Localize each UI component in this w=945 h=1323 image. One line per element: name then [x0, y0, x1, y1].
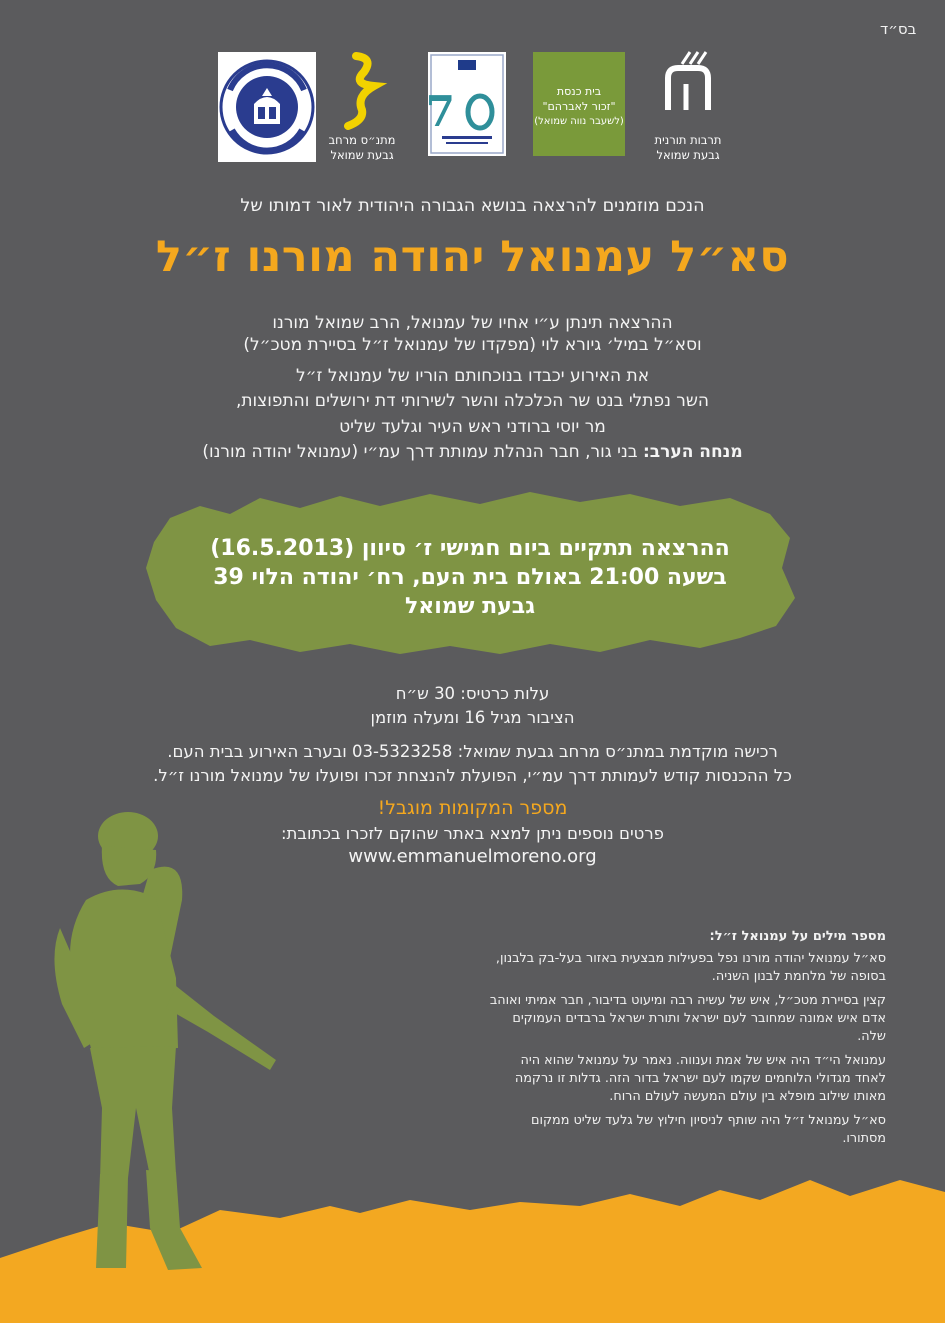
- host-line: [0, 441, 945, 463]
- torah-caption-line2: גבעת שמואל: [656, 148, 720, 162]
- website-link[interactable]: www.emmanuelmoreno.org: [348, 846, 597, 867]
- invite-line: הנכם מוזמנים להרצאה בנושא הגבורה היהודית לאור דמותו של: [240, 196, 705, 216]
- about-paragraph-3: עמנואל הי״ד היה איש של אמת וענווה. נאמר על עמנואל שהוא היה לאחד מגדולי הלוחמים שקמו לעם ישראל בדור הזה. גדלות זו נרקמה מאותו שילוב מופלא בין עולם המעשה לעולם הרוח.: [514, 1053, 886, 1104]
- ticket-audience: הציבור מגיל 16 ומעלה מוזמן: [370, 708, 575, 727]
- matnas-caption-line1: מתנ״ס מרחב: [328, 133, 396, 147]
- torah-caption-line1: תרבות תורנית: [654, 133, 722, 147]
- honored-guests-line3: מר יוסי ברודני ראש העיר וגלעד שליט: [339, 417, 606, 437]
- synagogue-line2: "זכור לאברהם": [542, 100, 616, 113]
- svg-text:7: 7: [428, 87, 455, 136]
- event-details: [150, 534, 790, 621]
- matnas-caption: [320, 133, 404, 163]
- religious-council-logo: [218, 52, 316, 162]
- torah-culture-emblem-icon: [656, 48, 720, 120]
- event-date-line: ההרצאה תתקיים ביום חמישי ז׳ סיוון (16.5.2013): [210, 536, 730, 561]
- limited-seats-notice: מספר המקומות מוגבל!: [377, 797, 568, 819]
- besd-header: בס״ד: [880, 20, 917, 38]
- about-title: מספר מילים על עמנואל ז״ל:: [709, 929, 886, 944]
- soldier-silhouette-icon: [54, 812, 276, 1270]
- event-city-line: גבעת שמואל: [404, 594, 536, 619]
- honoree-title: סא״ל עמנואל יהודה מורנו ז״ל: [155, 232, 790, 282]
- host-label: מנחה הערב:: [642, 442, 743, 462]
- about-paragraph-1: סא״ל עמנואל יהודה מורנו נפל בפעילות מבצעית באזור בעל-בק בלבנון, בסופה של מלחמת לבנון השניה.: [495, 951, 886, 984]
- honored-guests-line1: את האירוע יכבדו בנוכחותם הוריו של עמנואל ז״ל: [295, 366, 650, 386]
- synagogue-line1: בית כנסת: [556, 85, 602, 98]
- seventy-emblem-icon: [428, 52, 506, 156]
- ticket-price: עלות כרטיס: 30 ש״ח: [395, 684, 550, 703]
- honored-guests-line2: השר נפתלי בנט שר הכלכלה והשר לשירותי דת ירושלים והתפוצות,: [235, 391, 710, 411]
- torah-culture-caption: [640, 133, 736, 163]
- religious-council-emblem-icon: [218, 52, 316, 162]
- synagogue-logo: [533, 52, 625, 156]
- torah-culture-logo: [656, 48, 720, 120]
- host-text: בני גור, חבר הנהלת עמותת דרך עמ״י (עמנואל יהודה מורנו): [202, 442, 643, 462]
- details-line: פרטים נוספים ניתן למצא באתר שהוקם לזכרו בכתובת:: [281, 824, 664, 843]
- matnas-caption-line2: גבעת שמואל: [330, 148, 394, 162]
- ministry-70-logo: [428, 52, 506, 156]
- about-paragraph-2: קצין בסיירת מטכ״ל, איש של עשיה רבה ומיעוט בדיבור, חבר אמיתי ואוהב אדם איש אמונה שמחובר לעם ישראל ותורת ישראל ברבדים העמוקים שלה.: [489, 993, 886, 1044]
- matnas-merhav-logo: [334, 50, 390, 130]
- speakers-line2: וסא״ל במיל׳ גיורא לוי (מפקדו של עמנואל ז״ל בסיירת מטכ״ל): [243, 335, 702, 355]
- purchase-line2: כל ההכנסות קודש לעמותת דרך עמ״י, הפועלת להנצחת זכרו ופועלו של עמנואל מורנו ז״ל.: [153, 766, 792, 785]
- event-time-location-line: בשעה 21:00 באולם בית העם, רח׳ יהודה הלוי 39: [213, 565, 727, 590]
- speakers-line1: ההרצאה תינתן ע״י אחיו של עמנואל, הרב שמואל מורנו: [272, 313, 673, 333]
- matnas-swirl-icon: [334, 50, 390, 130]
- about-paragraph-4: סא״ל עמנואל ז״ל היה שותף לניסיון חילוץ של גלעד שליט ממקום מסתורו.: [531, 1113, 886, 1146]
- purchase-line1: רכישה מוקדמת במתנ״ס מרחב גבעת שמואל: 03-5323258 ובערב האירוע בבית העם.: [167, 742, 778, 761]
- sand-ground-shape: [0, 1180, 945, 1323]
- about-section: [488, 928, 886, 1154]
- synagogue-name: [533, 84, 625, 129]
- synagogue-line3: (לשעבר נווה שמואל): [534, 116, 624, 127]
